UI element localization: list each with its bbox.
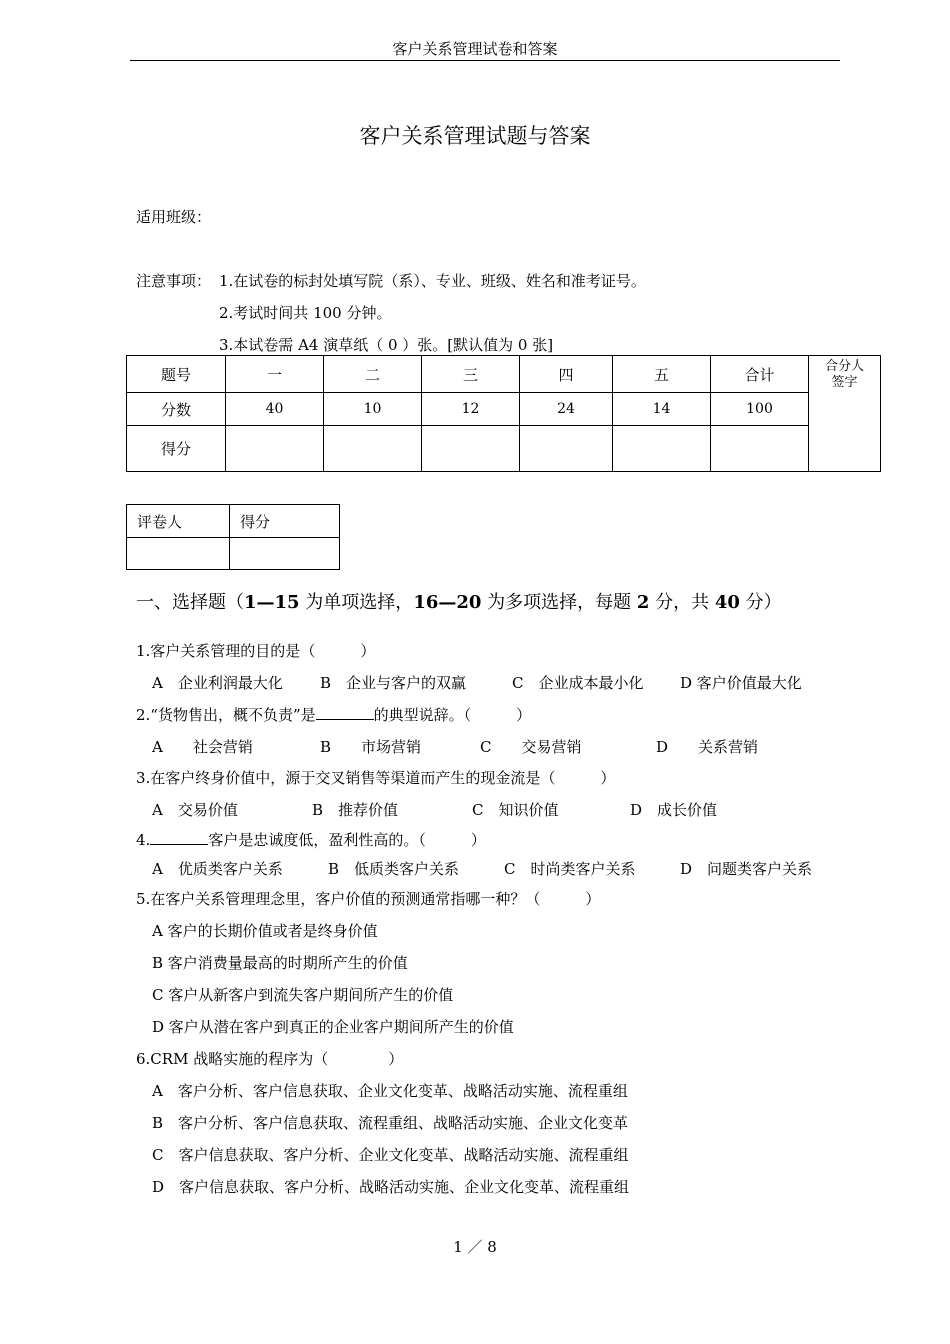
grader-label: 评卷人 — [127, 505, 230, 538]
points-cell: 100 — [711, 393, 809, 426]
q1-option-a[interactable]: A 企业利润最大化 — [152, 674, 283, 692]
q4-post: 客户是忠诚度低，盈利性高的。（ ） — [208, 831, 486, 849]
q4-option-d[interactable]: D 问题类客户关系 — [680, 860, 813, 878]
earned-label: 得分 — [127, 426, 226, 472]
q2-option-b[interactable]: B 市场营销 — [320, 738, 422, 756]
score-table — [126, 355, 881, 472]
grader-name-cell[interactable] — [127, 538, 230, 570]
header-cell: 二 — [324, 356, 422, 393]
earned-cell[interactable] — [422, 426, 520, 472]
header-cell: 合计 — [711, 356, 809, 393]
q2-pre: 2.“货物售出，概不负责”是 — [136, 706, 316, 724]
note-2: 2.考试时间共 100 分钟。 — [219, 304, 392, 322]
score-header-row — [127, 356, 881, 393]
q2-option-d[interactable]: D 关系营销 — [656, 738, 759, 756]
earned-row — [127, 426, 881, 472]
q6-option-b[interactable]: B 客户分析、客户信息获取、流程重组、战略活动实施、企业文化变革 — [152, 1114, 629, 1132]
document-title: 客户关系管理试题与答案 — [359, 124, 591, 148]
q2-option-c[interactable]: C 交易营销 — [480, 738, 582, 756]
q4-option-c[interactable]: C 时尚类客户关系 — [504, 860, 636, 878]
note-3: 3.本试卷需 A4 演草纸（ 0 ）张。[默认值为 0 张] — [219, 336, 554, 354]
section-heading — [136, 588, 782, 614]
section-range-2: 16—20 — [413, 592, 482, 613]
question-1: 1.客户关系管理的目的是（ ） — [136, 642, 376, 660]
q2-option-a[interactable]: A 社会营销 — [152, 738, 253, 756]
q4-blank[interactable] — [150, 830, 208, 845]
points-cell: 14 — [613, 393, 711, 426]
section-range-1: 1—15 — [244, 592, 300, 613]
q1-option-d[interactable]: D 客户价值最大化 — [680, 674, 802, 692]
q6-option-a[interactable]: A 客户分析、客户信息获取、企业文化变革、战略活动实施、流程重组 — [152, 1082, 628, 1100]
question-2 — [136, 704, 531, 725]
header-cell: 题号 — [127, 356, 226, 393]
section-post: 分） — [739, 592, 782, 613]
header-rule — [130, 60, 840, 61]
section-mid-3: 分，共 — [649, 592, 715, 613]
section-mid-2: 为多项选择，每题 — [481, 592, 637, 613]
section-total: 40 — [714, 592, 740, 613]
question-3: 3.在客户终身价值中，源于交叉销售等渠道而产生的现金流是（ ） — [136, 769, 616, 787]
q1-option-b[interactable]: B 企业与客户的双赢 — [320, 674, 467, 692]
points-cell: 12 — [422, 393, 520, 426]
q6-option-c[interactable]: C 客户信息获取、客户分析、企业文化变革、战略活动实施、流程重组 — [152, 1146, 629, 1164]
note-1: 1.在试卷的标封处填写院（系）、专业、班级、姓名和准考证号。 — [219, 272, 646, 290]
q2-blank[interactable] — [316, 705, 374, 720]
section-mid-1: 为单项选择， — [299, 592, 414, 613]
earned-cell[interactable] — [520, 426, 613, 472]
q5-option-b[interactable]: B 客户消费量最高的时期所产生的价值 — [152, 954, 408, 972]
q4-option-b[interactable]: B 低质类客户关系 — [328, 860, 460, 878]
signer-label-2: 签字 — [831, 375, 858, 390]
question-5: 5.在客户关系管理理念里，客户价值的预测通常指哪一种？（ ） — [136, 890, 601, 908]
q5-option-d[interactable]: D 客户从潜在客户到真正的企业客户期间所产生的价值 — [152, 1018, 514, 1036]
grader-header-row — [127, 505, 340, 538]
header-cell: 五 — [613, 356, 711, 393]
notes-label: 注意事项： — [136, 272, 212, 290]
q5-option-c[interactable]: C 客户从新客户到流失客户期间所产生的价值 — [152, 986, 454, 1004]
grader-table — [126, 504, 340, 570]
grader-score-label: 得分 — [230, 505, 340, 538]
points-cell: 24 — [520, 393, 613, 426]
q2-post: 的典型说辞。（ ） — [373, 706, 532, 724]
earned-cell[interactable] — [324, 426, 422, 472]
earned-cell[interactable] — [226, 426, 324, 472]
q4-option-a[interactable]: A 优质类客户关系 — [152, 860, 283, 878]
grader-score-cell[interactable] — [230, 538, 340, 570]
earned-cell[interactable] — [711, 426, 809, 472]
q3-option-a[interactable]: A 交易价值 — [152, 801, 238, 819]
signer-label-1: 合分人 — [824, 359, 864, 374]
q6-option-d[interactable]: D 客户信息获取、客户分析、战略活动实施、企业文化变革、流程重组 — [152, 1178, 630, 1196]
section-points: 2 — [636, 592, 650, 613]
class-label: 适用班级： — [136, 208, 212, 226]
signer-cell — [809, 356, 881, 472]
question-4 — [136, 829, 486, 850]
page-number: 1 ／ 8 — [453, 1238, 497, 1256]
running-header: 客户关系管理试卷和答案 — [392, 40, 558, 58]
points-cell: 40 — [226, 393, 324, 426]
header-cell: 一 — [226, 356, 324, 393]
section-pre: 一、选择题（ — [136, 592, 244, 613]
earned-cell[interactable] — [613, 426, 711, 472]
q1-option-c[interactable]: C 企业成本最小化 — [512, 674, 644, 692]
points-row — [127, 393, 881, 426]
points-label: 分数 — [127, 393, 226, 426]
header-cell: 四 — [520, 356, 613, 393]
q4-pre: 4. — [136, 831, 151, 849]
grader-input-row — [127, 538, 340, 570]
q3-option-d[interactable]: D 成长价值 — [630, 801, 718, 819]
q3-option-b[interactable]: B 推荐价值 — [312, 801, 399, 819]
q3-option-c[interactable]: C 知识价值 — [472, 801, 559, 819]
question-6: 6.CRM 战略实施的程序为（ ） — [136, 1050, 404, 1068]
header-cell: 三 — [422, 356, 520, 393]
points-cell: 10 — [324, 393, 422, 426]
q5-option-a[interactable]: A 客户的长期价值或者是终身价值 — [152, 922, 378, 940]
